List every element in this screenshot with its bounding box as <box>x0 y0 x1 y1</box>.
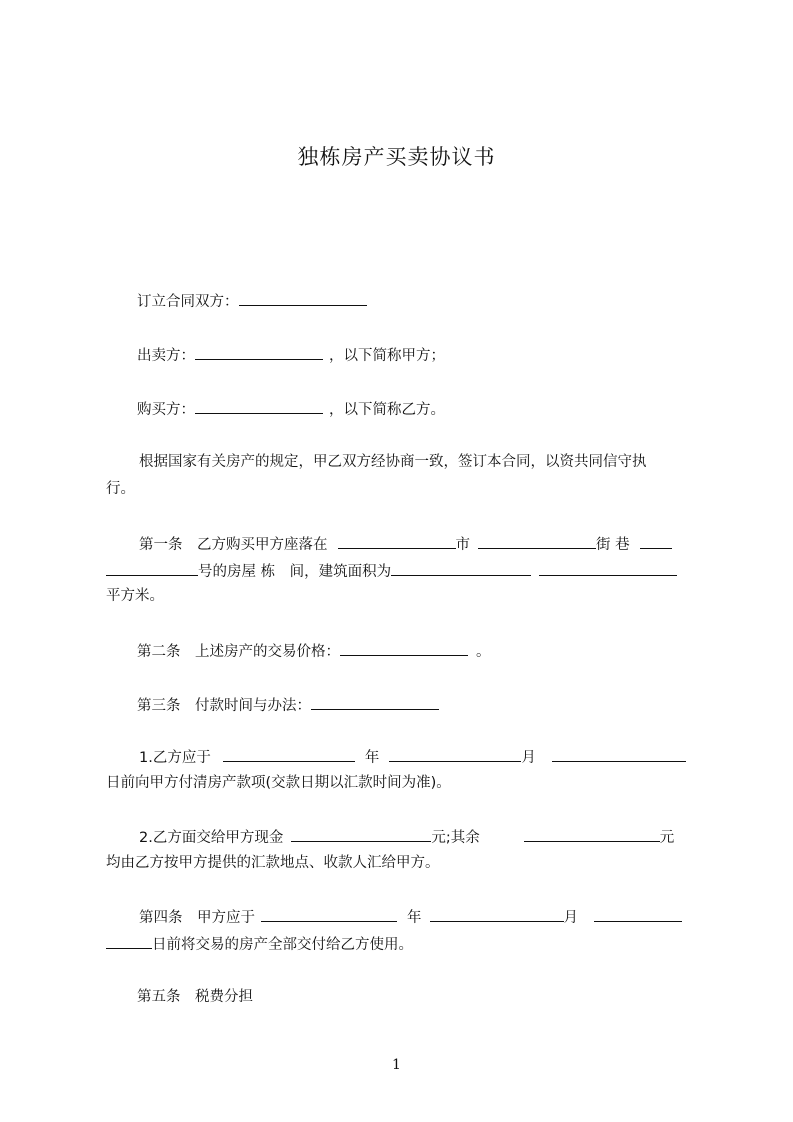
clause-3-2-text: 2.乙方面交给甲方现金 <box>139 830 284 846</box>
label-city: 市 <box>455 537 470 553</box>
blank-area-2 <box>539 560 677 576</box>
blank-deliver-day <box>594 906 682 922</box>
label-remaining: 元;其余 <box>431 830 480 846</box>
label-month-2: 月 <box>563 910 578 926</box>
page-number: 1 <box>392 1057 401 1073</box>
seller-suffix: ，以下简称甲方； <box>329 348 445 364</box>
label-yuan: 元 <box>659 830 675 846</box>
blank-city <box>338 533 456 549</box>
article-2-line <box>137 640 491 662</box>
article-1-text: 第一条 乙方购买甲方座落在 <box>139 537 328 553</box>
article-3-text: 第三条 付款时间与办法： <box>137 698 311 714</box>
blank-street <box>478 533 596 549</box>
article-2-end: 。 <box>476 644 491 660</box>
blank-pay-year <box>223 746 355 762</box>
blank-price <box>340 640 468 656</box>
label-parties: 订立合同双方： <box>137 294 239 310</box>
article-1-line-2 <box>106 560 677 582</box>
blank-remaining <box>524 826 660 842</box>
buyer-suffix: ，以下简称乙方。 <box>329 402 445 418</box>
blank-deliver-day-cont <box>106 933 152 949</box>
blank-cash <box>291 826 431 842</box>
clause-3-1-line-2: 日前向甲方付清房产款项(交款日期以汇款时间为准)。 <box>106 775 451 791</box>
label-year: 年 <box>364 750 380 766</box>
blank-deliver-month <box>430 906 564 922</box>
article-5-heading: 第五条 税费分担 <box>137 989 253 1005</box>
article-4-line-1 <box>139 906 682 928</box>
article-3-line <box>137 694 439 716</box>
label-buyer: 购买方： <box>137 402 195 418</box>
article-1-line-1 <box>139 533 672 555</box>
document-title: 独栋房产买卖协议书 <box>297 145 496 169</box>
article-1-line-3: 平方米。 <box>106 588 164 604</box>
blank-area <box>391 560 531 576</box>
blank-house-number <box>106 560 198 576</box>
label-seller: 出卖方： <box>137 348 195 364</box>
clause-3-1-text: 1.乙方应于 <box>139 750 211 766</box>
clause-3-2-line-2: 均由乙方按甲方提供的汇款地点、收款人汇给甲方。 <box>106 855 440 871</box>
article-4-text-2: 日前将交易的房产全部交付给乙方使用。 <box>152 937 413 953</box>
article-1-text-2: 号的房屋 栋 间，建筑面积为 <box>198 564 392 580</box>
article-2-text: 第二条 上述房产的交易价格： <box>137 644 340 660</box>
clause-3-1-line-1 <box>139 746 686 768</box>
article-4-line-2 <box>106 933 413 955</box>
blank-parties <box>239 290 367 306</box>
blank-payment <box>311 694 439 710</box>
blank-deliver-year <box>261 906 397 922</box>
seller-line <box>137 344 445 366</box>
blank-pay-month <box>389 746 521 762</box>
label-month: 月 <box>521 750 536 766</box>
preamble-line-1: 根据国家有关房产的规定，甲乙双方经协商一致，签订本合同，以资共同信守执 <box>139 454 647 470</box>
buyer-line <box>137 398 445 420</box>
blank-lane <box>640 533 672 549</box>
blank-buyer <box>195 398 323 414</box>
label-street: 街 巷 <box>596 537 630 553</box>
article-4-text: 第四条 甲方应于 <box>139 910 255 926</box>
blank-seller <box>195 344 323 360</box>
label-year-2: 年 <box>407 910 422 926</box>
blank-pay-day <box>552 746 686 762</box>
contract-parties-line <box>137 290 367 312</box>
preamble-line-2: 行。 <box>106 481 135 497</box>
clause-3-2-line-1 <box>139 826 674 848</box>
